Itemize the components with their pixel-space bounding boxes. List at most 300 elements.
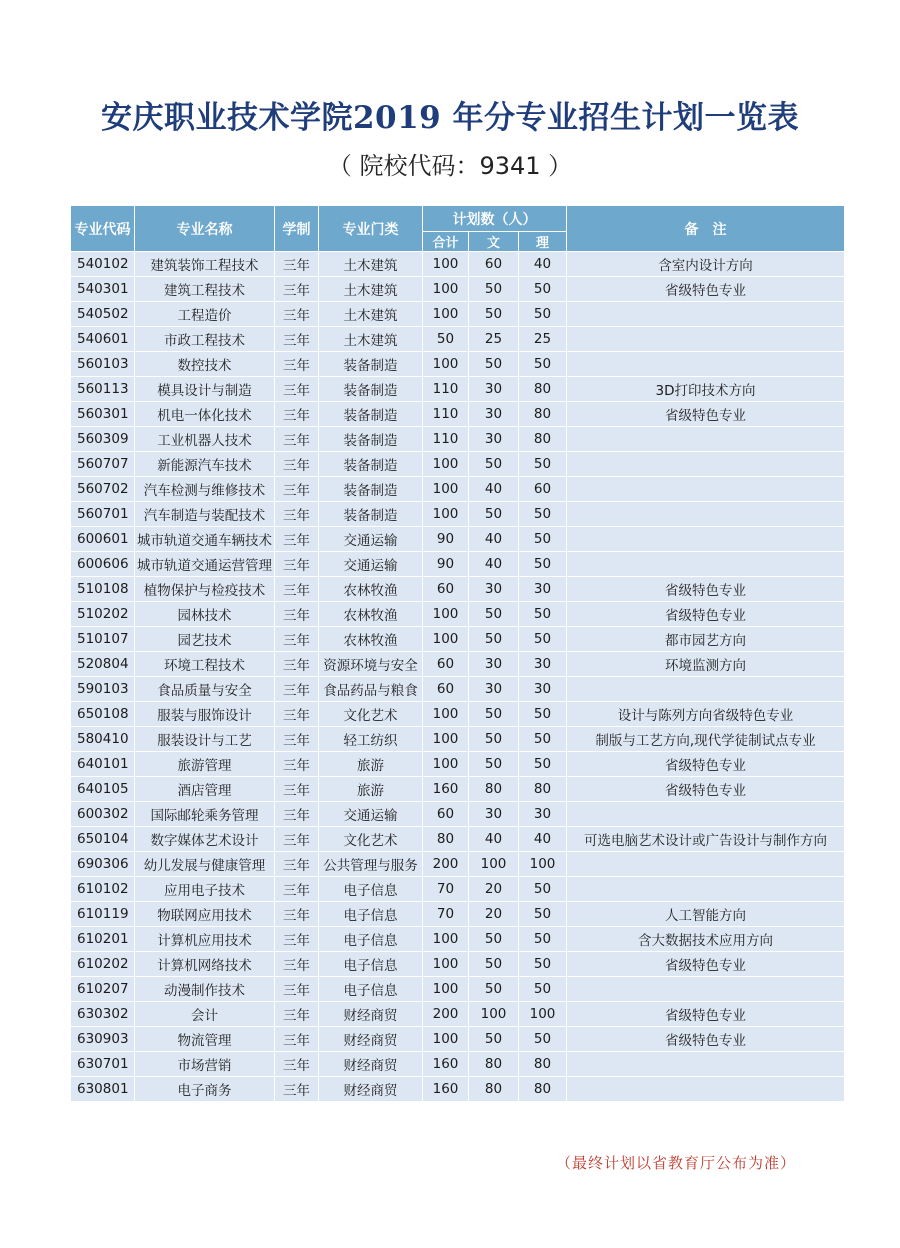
cell-code: 640105 bbox=[71, 777, 135, 802]
cell-arts: 50 bbox=[469, 977, 519, 1002]
cell-name: 园艺技术 bbox=[135, 627, 275, 652]
cell-arts: 30 bbox=[469, 402, 519, 427]
table-row bbox=[71, 402, 845, 427]
cell-code: 630302 bbox=[71, 1002, 135, 1027]
cell-remark: 省级特色专业 bbox=[567, 602, 845, 627]
cell-duration: 三年 bbox=[275, 852, 319, 877]
table-row bbox=[71, 377, 845, 402]
cell-name: 数字媒体艺术设计 bbox=[135, 827, 275, 852]
cell-category: 交通运输 bbox=[319, 552, 423, 577]
cell-remark bbox=[567, 352, 845, 377]
table-header-row bbox=[71, 206, 845, 232]
cell-remark bbox=[567, 1052, 845, 1077]
cell-science: 80 bbox=[519, 1052, 567, 1077]
cell-code: 510108 bbox=[71, 577, 135, 602]
cell-remark bbox=[567, 527, 845, 552]
cell-duration: 三年 bbox=[275, 927, 319, 952]
cell-duration: 三年 bbox=[275, 1027, 319, 1052]
cell-remark bbox=[567, 977, 845, 1002]
cell-science: 80 bbox=[519, 377, 567, 402]
cell-name: 市场营销 bbox=[135, 1052, 275, 1077]
cell-category: 电子信息 bbox=[319, 902, 423, 927]
cell-remark: 省级特色专业 bbox=[567, 752, 845, 777]
table-row bbox=[71, 427, 845, 452]
cell-category: 财经商贸 bbox=[319, 1052, 423, 1077]
cell-duration: 三年 bbox=[275, 452, 319, 477]
cell-name: 电子商务 bbox=[135, 1077, 275, 1102]
cell-code: 650104 bbox=[71, 827, 135, 852]
cell-arts: 100 bbox=[469, 852, 519, 877]
table-row bbox=[71, 1002, 845, 1027]
cell-total: 100 bbox=[423, 302, 469, 327]
cell-remark: 省级特色专业 bbox=[567, 777, 845, 802]
cell-arts: 50 bbox=[469, 352, 519, 377]
table-row bbox=[71, 652, 845, 677]
cell-duration: 三年 bbox=[275, 377, 319, 402]
cell-category: 财经商贸 bbox=[319, 1002, 423, 1027]
cell-total: 100 bbox=[423, 952, 469, 977]
cell-arts: 40 bbox=[469, 477, 519, 502]
cell-code: 540102 bbox=[71, 252, 135, 277]
cell-total: 60 bbox=[423, 802, 469, 827]
cell-science: 30 bbox=[519, 577, 567, 602]
cell-category: 电子信息 bbox=[319, 952, 423, 977]
header-total: 合计 bbox=[423, 232, 469, 252]
cell-science: 30 bbox=[519, 652, 567, 677]
cell-science: 100 bbox=[519, 852, 567, 877]
cell-arts: 20 bbox=[469, 902, 519, 927]
cell-name: 城市轨道交通运营管理 bbox=[135, 552, 275, 577]
cell-duration: 三年 bbox=[275, 752, 319, 777]
cell-remark: 省级特色专业 bbox=[567, 952, 845, 977]
cell-duration: 三年 bbox=[275, 827, 319, 852]
cell-name: 建筑装饰工程技术 bbox=[135, 252, 275, 277]
footnote: （最终计划以省教育厅公布为准） bbox=[556, 1154, 797, 1172]
cell-name: 汽车制造与装配技术 bbox=[135, 502, 275, 527]
cell-total: 100 bbox=[423, 352, 469, 377]
cell-total: 100 bbox=[423, 452, 469, 477]
cell-category: 旅游 bbox=[319, 777, 423, 802]
cell-duration: 三年 bbox=[275, 902, 319, 927]
cell-category: 财经商贸 bbox=[319, 1027, 423, 1052]
cell-arts: 50 bbox=[469, 452, 519, 477]
cell-total: 60 bbox=[423, 577, 469, 602]
cell-name: 食品质量与安全 bbox=[135, 677, 275, 702]
cell-code: 630801 bbox=[71, 1077, 135, 1102]
cell-arts: 30 bbox=[469, 427, 519, 452]
cell-duration: 三年 bbox=[275, 677, 319, 702]
cell-total: 200 bbox=[423, 852, 469, 877]
cell-science: 50 bbox=[519, 452, 567, 477]
cell-total: 110 bbox=[423, 427, 469, 452]
cell-name: 酒店管理 bbox=[135, 777, 275, 802]
cell-total: 100 bbox=[423, 977, 469, 1002]
cell-remark: 含大数据技术应用方向 bbox=[567, 927, 845, 952]
header-name: 专业名称 bbox=[135, 206, 275, 252]
cell-science: 50 bbox=[519, 752, 567, 777]
cell-category: 土木建筑 bbox=[319, 302, 423, 327]
cell-science: 30 bbox=[519, 802, 567, 827]
cell-code: 560701 bbox=[71, 502, 135, 527]
cell-name: 国际邮轮乘务管理 bbox=[135, 802, 275, 827]
cell-total: 90 bbox=[423, 527, 469, 552]
cell-duration: 三年 bbox=[275, 427, 319, 452]
cell-remark: 含室内设计方向 bbox=[567, 252, 845, 277]
table-row bbox=[71, 902, 845, 927]
cell-arts: 50 bbox=[469, 627, 519, 652]
cell-category: 农林牧渔 bbox=[319, 602, 423, 627]
cell-code: 510107 bbox=[71, 627, 135, 652]
cell-name: 工业机器人技术 bbox=[135, 427, 275, 452]
cell-code: 610102 bbox=[71, 877, 135, 902]
cell-category: 农林牧渔 bbox=[319, 627, 423, 652]
cell-arts: 40 bbox=[469, 527, 519, 552]
cell-arts: 30 bbox=[469, 577, 519, 602]
table-row bbox=[71, 777, 845, 802]
cell-total: 70 bbox=[423, 877, 469, 902]
cell-remark bbox=[567, 552, 845, 577]
cell-total: 100 bbox=[423, 602, 469, 627]
header-remark: 备 注 bbox=[567, 206, 845, 252]
cell-total: 100 bbox=[423, 502, 469, 527]
cell-duration: 三年 bbox=[275, 552, 319, 577]
cell-category: 电子信息 bbox=[319, 927, 423, 952]
cell-category: 装备制造 bbox=[319, 427, 423, 452]
cell-name: 工程造价 bbox=[135, 302, 275, 327]
cell-code: 580410 bbox=[71, 727, 135, 752]
table-row bbox=[71, 452, 845, 477]
cell-arts: 80 bbox=[469, 1077, 519, 1102]
cell-category: 装备制造 bbox=[319, 452, 423, 477]
cell-category: 土木建筑 bbox=[319, 252, 423, 277]
cell-name: 计算机网络技术 bbox=[135, 952, 275, 977]
cell-duration: 三年 bbox=[275, 652, 319, 677]
cell-remark: 省级特色专业 bbox=[567, 1002, 845, 1027]
cell-science: 50 bbox=[519, 627, 567, 652]
cell-category: 土木建筑 bbox=[319, 327, 423, 352]
cell-name: 汽车检测与维修技术 bbox=[135, 477, 275, 502]
cell-category: 装备制造 bbox=[319, 502, 423, 527]
cell-name: 植物保护与检疫技术 bbox=[135, 577, 275, 602]
cell-arts: 50 bbox=[469, 602, 519, 627]
cell-code: 540301 bbox=[71, 277, 135, 302]
table-row bbox=[71, 677, 845, 702]
cell-duration: 三年 bbox=[275, 802, 319, 827]
cell-code: 690306 bbox=[71, 852, 135, 877]
table-row bbox=[71, 1027, 845, 1052]
cell-science: 80 bbox=[519, 427, 567, 452]
cell-total: 160 bbox=[423, 1052, 469, 1077]
cell-total: 100 bbox=[423, 627, 469, 652]
cell-duration: 三年 bbox=[275, 252, 319, 277]
cell-arts: 30 bbox=[469, 677, 519, 702]
cell-remark: 环境监测方向 bbox=[567, 652, 845, 677]
cell-remark: 人工智能方向 bbox=[567, 902, 845, 927]
cell-science: 50 bbox=[519, 602, 567, 627]
cell-total: 60 bbox=[423, 677, 469, 702]
cell-name: 机电一体化技术 bbox=[135, 402, 275, 427]
cell-duration: 三年 bbox=[275, 1002, 319, 1027]
cell-total: 100 bbox=[423, 277, 469, 302]
header-code: 专业代码 bbox=[71, 206, 135, 252]
cell-category: 交通运输 bbox=[319, 802, 423, 827]
document-title: 安庆职业技术学院2019 年分专业招生计划一览表 bbox=[100, 100, 800, 136]
header-category: 专业门类 bbox=[319, 206, 423, 252]
cell-total: 110 bbox=[423, 402, 469, 427]
cell-category: 装备制造 bbox=[319, 477, 423, 502]
cell-name: 会计 bbox=[135, 1002, 275, 1027]
cell-science: 50 bbox=[519, 952, 567, 977]
cell-remark bbox=[567, 852, 845, 877]
cell-remark bbox=[567, 877, 845, 902]
cell-science: 30 bbox=[519, 677, 567, 702]
cell-duration: 三年 bbox=[275, 1077, 319, 1102]
table-row bbox=[71, 302, 845, 327]
table-row bbox=[71, 752, 845, 777]
cell-code: 600601 bbox=[71, 527, 135, 552]
table-row bbox=[71, 827, 845, 852]
cell-arts: 30 bbox=[469, 802, 519, 827]
table-row bbox=[71, 252, 845, 277]
table-row bbox=[71, 1077, 845, 1102]
cell-remark: 设计与陈列方向省级特色专业 bbox=[567, 702, 845, 727]
cell-code: 510202 bbox=[71, 602, 135, 627]
cell-duration: 三年 bbox=[275, 627, 319, 652]
enrollment-plan-table bbox=[70, 205, 845, 1102]
cell-total: 100 bbox=[423, 727, 469, 752]
cell-duration: 三年 bbox=[275, 577, 319, 602]
cell-arts: 40 bbox=[469, 827, 519, 852]
cell-category: 文化艺术 bbox=[319, 827, 423, 852]
cell-duration: 三年 bbox=[275, 327, 319, 352]
table-row bbox=[71, 952, 845, 977]
cell-category: 装备制造 bbox=[319, 352, 423, 377]
cell-duration: 三年 bbox=[275, 727, 319, 752]
cell-arts: 50 bbox=[469, 952, 519, 977]
cell-category: 装备制造 bbox=[319, 377, 423, 402]
cell-science: 80 bbox=[519, 777, 567, 802]
cell-duration: 三年 bbox=[275, 702, 319, 727]
cell-name: 物联网应用技术 bbox=[135, 902, 275, 927]
cell-category: 财经商贸 bbox=[319, 1077, 423, 1102]
cell-duration: 三年 bbox=[275, 602, 319, 627]
cell-code: 640101 bbox=[71, 752, 135, 777]
cell-total: 100 bbox=[423, 1027, 469, 1052]
cell-name: 应用电子技术 bbox=[135, 877, 275, 902]
cell-science: 80 bbox=[519, 402, 567, 427]
cell-remark bbox=[567, 677, 845, 702]
table-row bbox=[71, 1052, 845, 1077]
cell-total: 160 bbox=[423, 1077, 469, 1102]
cell-category: 装备制造 bbox=[319, 402, 423, 427]
cell-arts: 30 bbox=[469, 652, 519, 677]
cell-remark bbox=[567, 477, 845, 502]
cell-duration: 三年 bbox=[275, 277, 319, 302]
cell-remark: 省级特色专业 bbox=[567, 277, 845, 302]
cell-science: 50 bbox=[519, 727, 567, 752]
cell-arts: 50 bbox=[469, 502, 519, 527]
cell-science: 50 bbox=[519, 977, 567, 1002]
table-row bbox=[71, 552, 845, 577]
cell-name: 城市轨道交通车辆技术 bbox=[135, 527, 275, 552]
cell-science: 60 bbox=[519, 477, 567, 502]
cell-remark bbox=[567, 502, 845, 527]
cell-category: 食品药品与粮食 bbox=[319, 677, 423, 702]
cell-code: 560702 bbox=[71, 477, 135, 502]
cell-science: 100 bbox=[519, 1002, 567, 1027]
cell-duration: 三年 bbox=[275, 402, 319, 427]
table-row bbox=[71, 702, 845, 727]
cell-code: 630903 bbox=[71, 1027, 135, 1052]
table-row bbox=[71, 502, 845, 527]
cell-duration: 三年 bbox=[275, 1052, 319, 1077]
cell-code: 610202 bbox=[71, 952, 135, 977]
cell-arts: 60 bbox=[469, 252, 519, 277]
cell-name: 动漫制作技术 bbox=[135, 977, 275, 1002]
table-row bbox=[71, 477, 845, 502]
cell-arts: 50 bbox=[469, 927, 519, 952]
cell-remark: 省级特色专业 bbox=[567, 577, 845, 602]
cell-name: 计算机应用技术 bbox=[135, 927, 275, 952]
cell-total: 100 bbox=[423, 252, 469, 277]
table-row bbox=[71, 727, 845, 752]
cell-name: 环境工程技术 bbox=[135, 652, 275, 677]
cell-code: 560103 bbox=[71, 352, 135, 377]
cell-code: 600302 bbox=[71, 802, 135, 827]
cell-code: 630701 bbox=[71, 1052, 135, 1077]
cell-code: 610201 bbox=[71, 927, 135, 952]
cell-total: 200 bbox=[423, 1002, 469, 1027]
cell-code: 540502 bbox=[71, 302, 135, 327]
table-row bbox=[71, 852, 845, 877]
table-row bbox=[71, 527, 845, 552]
cell-total: 160 bbox=[423, 777, 469, 802]
cell-code: 560301 bbox=[71, 402, 135, 427]
cell-remark: 3D打印技术方向 bbox=[567, 377, 845, 402]
cell-name: 幼儿发展与健康管理 bbox=[135, 852, 275, 877]
cell-arts: 50 bbox=[469, 727, 519, 752]
cell-science: 50 bbox=[519, 877, 567, 902]
cell-arts: 50 bbox=[469, 302, 519, 327]
cell-remark bbox=[567, 302, 845, 327]
table-row bbox=[71, 277, 845, 302]
cell-total: 100 bbox=[423, 477, 469, 502]
cell-arts: 80 bbox=[469, 777, 519, 802]
cell-science: 50 bbox=[519, 277, 567, 302]
cell-duration: 三年 bbox=[275, 777, 319, 802]
cell-arts: 50 bbox=[469, 1027, 519, 1052]
cell-science: 50 bbox=[519, 902, 567, 927]
cell-science: 40 bbox=[519, 252, 567, 277]
cell-category: 轻工纺织 bbox=[319, 727, 423, 752]
cell-category: 资源环境与安全 bbox=[319, 652, 423, 677]
table-row bbox=[71, 927, 845, 952]
cell-category: 交通运输 bbox=[319, 527, 423, 552]
table-body bbox=[71, 252, 845, 1102]
cell-total: 100 bbox=[423, 702, 469, 727]
cell-duration: 三年 bbox=[275, 877, 319, 902]
cell-duration: 三年 bbox=[275, 477, 319, 502]
cell-science: 50 bbox=[519, 302, 567, 327]
header-science: 理 bbox=[519, 232, 567, 252]
cell-arts: 20 bbox=[469, 877, 519, 902]
cell-science: 50 bbox=[519, 927, 567, 952]
cell-total: 110 bbox=[423, 377, 469, 402]
cell-total: 90 bbox=[423, 552, 469, 577]
cell-remark: 省级特色专业 bbox=[567, 1027, 845, 1052]
cell-name: 新能源汽车技术 bbox=[135, 452, 275, 477]
table-row bbox=[71, 577, 845, 602]
cell-arts: 80 bbox=[469, 1052, 519, 1077]
cell-name: 市政工程技术 bbox=[135, 327, 275, 352]
cell-code: 540601 bbox=[71, 327, 135, 352]
cell-total: 80 bbox=[423, 827, 469, 852]
cell-total: 50 bbox=[423, 327, 469, 352]
cell-duration: 三年 bbox=[275, 527, 319, 552]
cell-category: 农林牧渔 bbox=[319, 577, 423, 602]
cell-duration: 三年 bbox=[275, 952, 319, 977]
cell-name: 旅游管理 bbox=[135, 752, 275, 777]
cell-duration: 三年 bbox=[275, 977, 319, 1002]
cell-code: 610207 bbox=[71, 977, 135, 1002]
cell-category: 电子信息 bbox=[319, 977, 423, 1002]
cell-category: 公共管理与服务 bbox=[319, 852, 423, 877]
header-plan: 计划数（人） bbox=[423, 206, 567, 232]
cell-code: 560707 bbox=[71, 452, 135, 477]
cell-arts: 40 bbox=[469, 552, 519, 577]
cell-science: 50 bbox=[519, 1027, 567, 1052]
cell-remark: 制版与工艺方向,现代学徒制试点专业 bbox=[567, 727, 845, 752]
document-subtitle: （ 院校代码：9341 ） bbox=[327, 152, 573, 180]
cell-arts: 50 bbox=[469, 752, 519, 777]
cell-total: 100 bbox=[423, 752, 469, 777]
cell-science: 50 bbox=[519, 552, 567, 577]
cell-science: 40 bbox=[519, 827, 567, 852]
cell-duration: 三年 bbox=[275, 502, 319, 527]
cell-category: 旅游 bbox=[319, 752, 423, 777]
header-duration: 学制 bbox=[275, 206, 319, 252]
table-row bbox=[71, 802, 845, 827]
cell-science: 50 bbox=[519, 352, 567, 377]
cell-category: 文化艺术 bbox=[319, 702, 423, 727]
cell-science: 50 bbox=[519, 527, 567, 552]
table-row bbox=[71, 877, 845, 902]
cell-total: 100 bbox=[423, 927, 469, 952]
cell-science: 50 bbox=[519, 702, 567, 727]
cell-remark bbox=[567, 1077, 845, 1102]
cell-total: 70 bbox=[423, 902, 469, 927]
cell-name: 服装设计与工艺 bbox=[135, 727, 275, 752]
cell-duration: 三年 bbox=[275, 302, 319, 327]
cell-remark: 都市园艺方向 bbox=[567, 627, 845, 652]
cell-remark bbox=[567, 327, 845, 352]
cell-code: 520804 bbox=[71, 652, 135, 677]
cell-duration: 三年 bbox=[275, 352, 319, 377]
cell-code: 650108 bbox=[71, 702, 135, 727]
cell-name: 模具设计与制造 bbox=[135, 377, 275, 402]
cell-arts: 100 bbox=[469, 1002, 519, 1027]
cell-total: 60 bbox=[423, 652, 469, 677]
cell-remark: 可选电脑艺术设计或广告设计与制作方向 bbox=[567, 827, 845, 852]
cell-category: 土木建筑 bbox=[319, 277, 423, 302]
cell-name: 数控技术 bbox=[135, 352, 275, 377]
cell-code: 610119 bbox=[71, 902, 135, 927]
cell-remark bbox=[567, 452, 845, 477]
cell-science: 80 bbox=[519, 1077, 567, 1102]
table-row bbox=[71, 627, 845, 652]
cell-name: 服装与服饰设计 bbox=[135, 702, 275, 727]
cell-name: 园林技术 bbox=[135, 602, 275, 627]
